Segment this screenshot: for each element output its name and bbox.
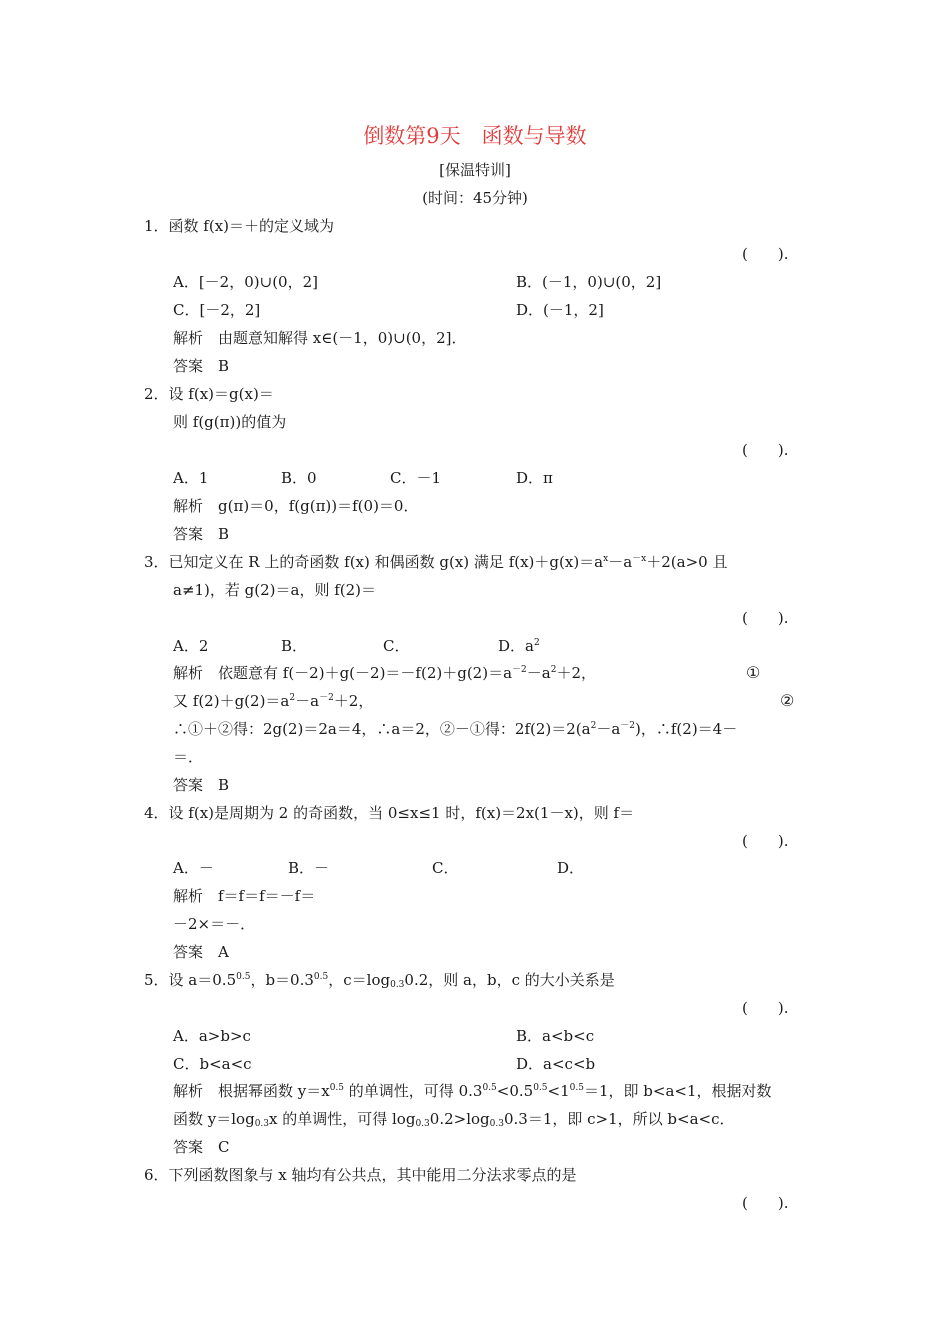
q5-solution-line2: 函数 $y=\log_{0.3}x$ 的单调性，可得 $\log_{0.3}0.2>\log_{0.3}0.3=1$，即 c>1，所以 b<a<c．	[173, 1110, 735, 1129]
q3-solution-line1: 解析 依题意有 $f(-2)+g(-2)=-f(2)+g(2)=a^{-2}-a^2+2$，	[173, 664, 596, 682]
q3-option-b: B．	[281, 637, 308, 655]
time-note: (时间：45分钟)	[422, 189, 528, 207]
q4-solution-line1: 解析 f＝f＝f＝－f＝	[173, 887, 316, 905]
q1-option-d: D．(－1，2]	[516, 301, 604, 319]
equation-marker-2: ②	[780, 691, 795, 710]
q5-answer-blank: ( ).	[742, 999, 789, 1017]
q3-stem-line2: a≠1)，若 g(2)＝a，则 f(2)＝	[173, 581, 377, 599]
q2-answer: 答案 B	[173, 525, 230, 543]
q2-stem-line2: 则 f(g(π))的值为	[173, 413, 287, 431]
q5-option-d: D．a<c<b	[516, 1055, 596, 1073]
q5-stem: 5．设 $a=0.5^{0.5}$，$b=0.3^{0.5}$，$c=\log_{0.3}0.2$，则 a，b，c 的大小关系是	[144, 971, 615, 990]
q4-stem: 4．设 f(x)是周期为 2 的奇函数，当 0≤x≤1 时，f(x)＝2x(1－x)，则 f＝	[144, 804, 635, 822]
q2-option-b: B．0	[281, 469, 317, 487]
q5-option-a: A．a>b>c	[173, 1027, 251, 1045]
q1-option-b: B．(－1，0)∪(0，2]	[516, 273, 662, 291]
q2-option-c: C．－1	[390, 469, 442, 487]
q5-option-c: C．b<a<c	[173, 1055, 252, 1073]
q6-answer-blank: ( ).	[742, 1194, 789, 1212]
q3-option-c: C．	[383, 637, 410, 655]
q3-option-a: A．2	[173, 637, 209, 655]
q2-answer-blank: ( ).	[742, 441, 789, 459]
q2-option-a: A．1	[173, 469, 209, 487]
q3-answer-blank: ( ).	[742, 609, 789, 627]
q3-answer: 答案 B	[173, 776, 230, 794]
q2-option-d: D．π	[516, 469, 553, 487]
q1-stem: 1．函数 f(x)＝＋的定义域为	[144, 217, 335, 235]
q4-answer: 答案 A	[173, 943, 229, 961]
q3-option-d: D．$a^2$	[498, 637, 540, 655]
q1-answer-blank: ( ).	[742, 245, 789, 263]
q4-option-b: B．－	[288, 859, 330, 877]
q6-stem: 6．下列函数图象与 x 轴均有公共点，其中能用二分法求零点的是	[144, 1166, 577, 1184]
q5-solution-line1: 解析 根据幂函数 $y=x^{0.5}$ 的单调性，可得 $0.3^{0.5}<0.5^{0.5}<1^{0.5}=1$，即 b<a<1，根据对数	[173, 1082, 772, 1100]
q4-option-c: C．	[432, 859, 459, 877]
q3-solution-line3: ∴①＋②得：2g(2)＝2a＝4，∴a＝2，②－①得：$2f(2)=2(a^2-a^{-2})$，∴f(2)＝4－	[173, 720, 738, 738]
page-subtitle: [保温特训]	[439, 161, 511, 179]
q3-solution-line4: ＝．	[173, 748, 204, 766]
q4-option-a: A．－	[173, 859, 214, 877]
q4-answer-blank: ( ).	[742, 832, 789, 850]
q5-answer: 答案 C	[173, 1138, 230, 1156]
q2-stem: 2．设 f(x)＝g(x)＝	[144, 385, 274, 403]
q4-solution-line2: －2×＝－．	[173, 915, 256, 933]
q1-answer: 答案 B	[173, 357, 230, 375]
q2-solution: 解析 g(π)＝0，f(g(π))＝f(0)＝0．	[173, 497, 419, 515]
q3-solution-line2: 又 $f(2)+g(2)=a^2-a^{-2}+2$，	[173, 692, 374, 710]
q1-option-c: C．[－2，2]	[173, 301, 261, 319]
equation-marker-1: ①	[746, 663, 761, 682]
q1-solution: 解析 由题意知解得 x∈(－1，0)∪(0，2]．	[173, 329, 467, 347]
q4-option-d: D．	[557, 859, 585, 877]
page-title: 倒数第9天 函数与导数	[363, 124, 587, 148]
q1-option-a: A．[－2，0)∪(0，2]	[173, 273, 318, 291]
q3-stem: 3．已知定义在 R 上的奇函数 f(x) 和偶函数 g(x) 满足 $f(x)+g(x)=a^x-a^{-x}+2(a>0$ 且	[144, 553, 728, 571]
q5-option-b: B．a<b<c	[516, 1027, 595, 1045]
